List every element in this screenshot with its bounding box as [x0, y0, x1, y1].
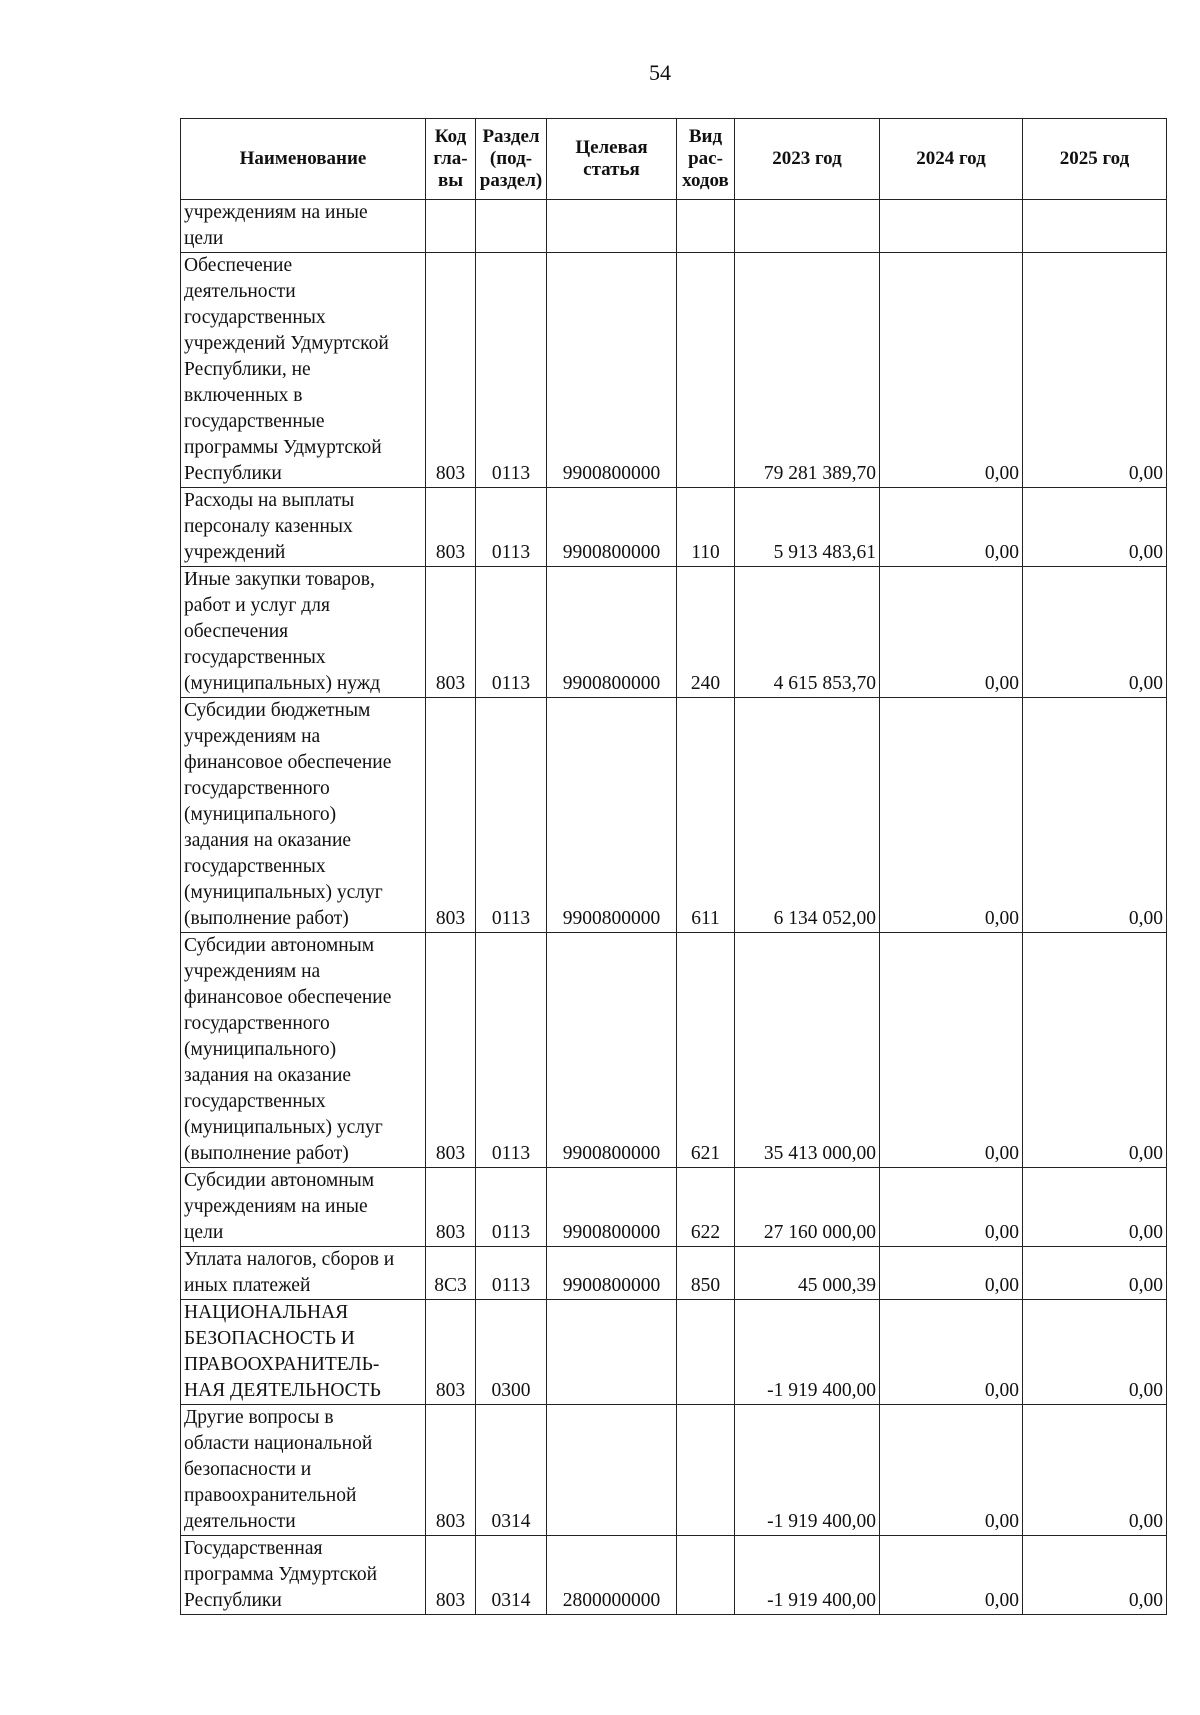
cell-amount-2023: -1 919 400,00 — [735, 1300, 880, 1405]
cell-amount-2023: 6 134 052,00 — [735, 698, 880, 933]
col-header-section-line: (под- — [489, 148, 533, 169]
cell-name — [181, 488, 426, 567]
table-row — [181, 200, 1167, 253]
cell-amount-2023: 5 913 483,61 — [735, 488, 880, 567]
cell-amount-2024: 0,00 — [880, 1247, 1023, 1300]
col-header-section-line: раздел) — [479, 170, 543, 191]
col-header-2023: 2023 год — [735, 119, 880, 200]
cell-expense-type: 240 — [677, 567, 735, 698]
cell-chapter-code: 803 — [426, 1168, 476, 1247]
col-header-chapter-code-line: Код — [434, 126, 467, 147]
cell-name-line: (муниципальных) нужд — [184, 673, 381, 694]
cell-section: 0113 — [476, 488, 547, 567]
page-number: 54 — [649, 60, 671, 85]
cell-amount-2023: -1 919 400,00 — [735, 1405, 880, 1536]
cell-target-item: 9900800000 — [547, 933, 677, 1168]
cell-section: 0113 — [476, 933, 547, 1168]
cell-name-line: учреждениям на — [184, 726, 321, 747]
col-header-chapter-code-line: гла- — [433, 148, 468, 169]
cell-name-line: программы Удмуртской — [184, 437, 382, 458]
cell-expense-type: 850 — [677, 1247, 735, 1300]
cell-target-item — [547, 1405, 677, 1536]
table-row — [181, 1247, 1167, 1300]
cell-name-line: правоохранительной — [184, 1485, 357, 1506]
cell-amount-2025: 0,00 — [1023, 1536, 1167, 1615]
cell-name-line: задания на оказание — [184, 1065, 352, 1086]
cell-name-line: Субсидии бюджетным — [184, 700, 371, 721]
cell-name-line: государственных — [184, 307, 326, 328]
col-header-2024: 2024 год — [880, 119, 1023, 200]
cell-section: 0300 — [476, 1300, 547, 1405]
col-header-expense-type-line: рас- — [688, 148, 723, 169]
cell-name-line: обеспечения — [184, 621, 289, 642]
cell-name-line: персоналу казенных — [184, 516, 353, 537]
table-row — [181, 1405, 1167, 1536]
cell-target-item: 9900800000 — [547, 488, 677, 567]
cell-name-line: области национальной — [184, 1433, 373, 1454]
cell-expense-type — [677, 1536, 735, 1615]
cell-amount-2025 — [1023, 200, 1167, 253]
cell-amount-2025: 0,00 — [1023, 698, 1167, 933]
table-row — [181, 1536, 1167, 1615]
cell-name-line: деятельности — [184, 281, 296, 302]
cell-expense-type — [677, 1300, 735, 1405]
cell-name-line: учреждений Удмуртской — [184, 333, 389, 354]
cell-target-item: 2800000000 — [547, 1536, 677, 1615]
cell-amount-2025: 0,00 — [1023, 933, 1167, 1168]
table-row — [181, 933, 1167, 1168]
cell-section: 0113 — [476, 1247, 547, 1300]
cell-target-item: 9900800000 — [547, 1168, 677, 1247]
table-body — [181, 200, 1167, 1615]
table-row — [181, 1168, 1167, 1247]
col-header-name: Наименование — [181, 119, 426, 200]
cell-name-line: НАЦИОНАЛЬНАЯ — [184, 1302, 349, 1323]
cell-name-line: государственных — [184, 647, 326, 668]
cell-amount-2023: 45 000,39 — [735, 1247, 880, 1300]
table-row — [181, 698, 1167, 933]
cell-name-line: Уплата налогов, сборов и — [184, 1249, 395, 1270]
cell-amount-2024: 0,00 — [880, 1536, 1023, 1615]
cell-amount-2025: 0,00 — [1023, 253, 1167, 488]
cell-name-line: Республики, не — [184, 359, 311, 380]
cell-amount-2025: 0,00 — [1023, 1247, 1167, 1300]
cell-amount-2024: 0,00 — [880, 488, 1023, 567]
col-header-2025: 2025 год — [1023, 119, 1167, 200]
cell-name-line: Иные закупки товаров, — [184, 569, 375, 590]
cell-name-line: Расходы на выплаты — [184, 490, 355, 511]
cell-expense-type: 611 — [677, 698, 735, 933]
cell-section: 0314 — [476, 1405, 547, 1536]
cell-target-item: 9900800000 — [547, 253, 677, 488]
cell-amount-2023: -1 919 400,00 — [735, 1536, 880, 1615]
budget-table — [180, 118, 1167, 1615]
cell-chapter-code: 803 — [426, 933, 476, 1168]
cell-section — [476, 200, 547, 253]
cell-name-line: государственных — [184, 856, 326, 877]
cell-name-line: Государственная — [184, 1538, 323, 1559]
cell-name-line: (муниципальных) услуг — [184, 882, 383, 903]
cell-name-line: НАЯ ДЕЯТЕЛЬНОСТЬ — [184, 1380, 381, 1401]
cell-name-line: ПРАВООХРАНИТЕЛЬ- — [184, 1354, 380, 1375]
cell-target-item — [547, 200, 677, 253]
cell-name-line: (выполнение работ) — [184, 1143, 349, 1164]
cell-name-line: (муниципального) — [184, 804, 337, 825]
cell-name-line: (муниципальных) услуг — [184, 1117, 383, 1138]
cell-name-line: (муниципального) — [184, 1039, 337, 1060]
cell-chapter-code: 803 — [426, 1536, 476, 1615]
cell-expense-type: 110 — [677, 488, 735, 567]
cell-name — [181, 200, 426, 253]
cell-name-line: задания на оказание — [184, 830, 352, 851]
cell-chapter-code — [426, 200, 476, 253]
table-row — [181, 567, 1167, 698]
cell-name-line: учреждениям на — [184, 961, 321, 982]
cell-name-line: иных платежей — [184, 1275, 311, 1296]
cell-chapter-code: 803 — [426, 253, 476, 488]
cell-section: 0113 — [476, 253, 547, 488]
cell-amount-2024: 0,00 — [880, 253, 1023, 488]
col-header-target-item — [547, 119, 677, 200]
col-header-target-item-line: статья — [583, 159, 640, 180]
cell-name-line: Республики — [184, 1590, 282, 1611]
cell-name — [181, 1536, 426, 1615]
cell-amount-2025: 0,00 — [1023, 1168, 1167, 1247]
col-header-chapter-code — [426, 119, 476, 200]
cell-name-line: учреждениям на иные — [184, 202, 368, 223]
cell-amount-2024: 0,00 — [880, 698, 1023, 933]
cell-amount-2024: 0,00 — [880, 933, 1023, 1168]
cell-name-line: учреждений — [184, 542, 286, 563]
table-row — [181, 488, 1167, 567]
cell-name-line: БЕЗОПАСНОСТЬ И — [184, 1328, 355, 1349]
cell-name-line: Субсидии автономным — [184, 1170, 375, 1191]
cell-name — [181, 933, 426, 1168]
cell-name-line: программа Удмуртской — [184, 1564, 378, 1585]
cell-chapter-code: 803 — [426, 567, 476, 698]
cell-name-line: деятельности — [184, 1511, 296, 1532]
cell-name-line: цели — [184, 228, 224, 249]
cell-amount-2025: 0,00 — [1023, 567, 1167, 698]
cell-amount-2024 — [880, 200, 1023, 253]
col-header-chapter-code-line: вы — [437, 170, 464, 191]
cell-name — [181, 567, 426, 698]
cell-name-line: финансовое обеспечение — [184, 987, 392, 1008]
cell-chapter-code: 803 — [426, 1405, 476, 1536]
cell-amount-2024: 0,00 — [880, 1300, 1023, 1405]
cell-amount-2023: 27 160 000,00 — [735, 1168, 880, 1247]
cell-amount-2024: 0,00 — [880, 1405, 1023, 1536]
cell-name-line: Республики — [184, 463, 282, 484]
cell-name-line: (выполнение работ) — [184, 908, 349, 929]
col-header-target-item-line: Целевая — [575, 137, 648, 158]
col-header-expense-type — [677, 119, 735, 200]
col-header-expense-type-line: Вид — [688, 126, 723, 147]
cell-chapter-code: 803 — [426, 488, 476, 567]
cell-section: 0314 — [476, 1536, 547, 1615]
cell-name-line: Обеспечение — [184, 255, 293, 276]
cell-section: 0113 — [476, 567, 547, 698]
cell-name-line: государственные — [184, 411, 325, 432]
cell-name — [181, 1168, 426, 1247]
cell-name — [181, 253, 426, 488]
cell-name-line: цели — [184, 1222, 224, 1243]
cell-name-line: Другие вопросы в — [184, 1407, 334, 1428]
cell-name — [181, 1300, 426, 1405]
cell-name-line: государственного — [184, 1013, 330, 1034]
cell-target-item: 9900800000 — [547, 698, 677, 933]
cell-name-line: включенных в — [184, 385, 303, 406]
cell-chapter-code: 8С3 — [426, 1247, 476, 1300]
cell-target-item: 9900800000 — [547, 1247, 677, 1300]
cell-name — [181, 1405, 426, 1536]
cell-amount-2025: 0,00 — [1023, 488, 1167, 567]
col-header-expense-type-line: ходов — [682, 170, 729, 191]
cell-amount-2023: 4 615 853,70 — [735, 567, 880, 698]
cell-name — [181, 1247, 426, 1300]
cell-target-item — [547, 1300, 677, 1405]
cell-name-line: государственных — [184, 1091, 326, 1112]
cell-name-line: безопасности и — [184, 1459, 312, 1480]
col-header-section-line: Раздел — [482, 126, 540, 147]
cell-amount-2025: 0,00 — [1023, 1405, 1167, 1536]
cell-target-item: 9900800000 — [547, 567, 677, 698]
cell-name-line: учреждениям на иные — [184, 1196, 368, 1217]
cell-expense-type: 622 — [677, 1168, 735, 1247]
cell-name-line: работ и услуг для — [184, 595, 330, 616]
cell-name-line: Субсидии автономным — [184, 935, 375, 956]
header-row — [181, 119, 1167, 200]
cell-name-line: финансовое обеспечение — [184, 752, 392, 773]
cell-amount-2024: 0,00 — [880, 567, 1023, 698]
cell-amount-2023 — [735, 200, 880, 253]
cell-amount-2025: 0,00 — [1023, 1300, 1167, 1405]
table-row — [181, 1300, 1167, 1405]
cell-section: 0113 — [476, 698, 547, 933]
cell-chapter-code: 803 — [426, 1300, 476, 1405]
cell-name — [181, 698, 426, 933]
cell-amount-2023: 35 413 000,00 — [735, 933, 880, 1168]
cell-chapter-code: 803 — [426, 698, 476, 933]
cell-expense-type — [677, 200, 735, 253]
cell-amount-2023: 79 281 389,70 — [735, 253, 880, 488]
cell-section: 0113 — [476, 1168, 547, 1247]
cell-name-line: государственного — [184, 778, 330, 799]
cell-expense-type: 621 — [677, 933, 735, 1168]
cell-amount-2024: 0,00 — [880, 1168, 1023, 1247]
table-row — [181, 253, 1167, 488]
cell-expense-type — [677, 1405, 735, 1536]
cell-expense-type — [677, 253, 735, 488]
col-header-section — [476, 119, 547, 200]
